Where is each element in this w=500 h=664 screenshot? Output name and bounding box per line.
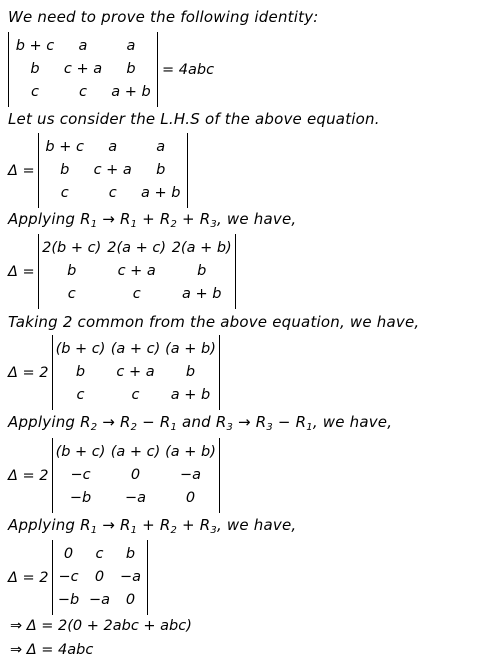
- identity-rhs: = 4abc: [162, 61, 215, 78]
- cell: b + c: [15, 38, 55, 54]
- cell: (a + b): [165, 341, 216, 357]
- cell: 0: [130, 467, 141, 483]
- step-3-text: Applying $R_2 \to R_2 - R_1$ and $R_3 \to R_3 - R_1$, we have,: [8, 413, 393, 433]
- determinant-3: [52, 335, 220, 410]
- delta-equation-1: [8, 133, 188, 208]
- cell: −b: [69, 490, 92, 506]
- cell: 2(b + c): [42, 240, 102, 256]
- cell: −a: [124, 490, 147, 506]
- cell: c: [67, 286, 76, 302]
- cell: −a: [119, 569, 142, 585]
- step-1-text: Applying $R_1 \to R_1 + R_2 + R_3$, we have,: [8, 210, 297, 230]
- delta-equation-3: [8, 335, 220, 410]
- result-line-2: ⇒ Δ = 4abc: [10, 642, 94, 658]
- cell: a + b: [170, 387, 211, 403]
- determinant-5: [52, 540, 148, 615]
- cell: b: [185, 364, 196, 380]
- cell: b: [75, 364, 86, 380]
- cell: b: [126, 61, 136, 77]
- cell: c: [60, 185, 69, 201]
- cell: c: [95, 546, 104, 562]
- cell: (b + c): [55, 444, 106, 460]
- cell: 0: [125, 592, 136, 608]
- intro-text: We need to prove the following identity:: [8, 8, 319, 26]
- cell: c + a: [93, 162, 132, 178]
- cell: −b: [57, 592, 80, 608]
- cell: a: [126, 38, 136, 54]
- cell: 2(a + b): [171, 240, 232, 256]
- delta-lhs: Δ =: [8, 263, 35, 280]
- delta-equation-4: [8, 438, 220, 513]
- cell: b: [156, 162, 166, 178]
- cell: 2(a + c): [107, 240, 167, 256]
- delta-2-lhs: Δ = 2: [8, 569, 49, 586]
- result-line-1: ⇒ Δ = 2(0 + 2abc + abc): [10, 618, 192, 634]
- identity-determinant: [8, 32, 158, 107]
- cell: (a + c): [110, 444, 161, 460]
- delta-2-lhs: Δ = 2: [8, 467, 49, 484]
- cell: (a + c): [110, 341, 161, 357]
- cell: b: [30, 61, 40, 77]
- cell: (a + b): [165, 444, 216, 460]
- cell: c: [131, 387, 140, 403]
- determinant-4: [52, 438, 220, 513]
- cell: b: [67, 263, 77, 279]
- cell: a: [156, 139, 166, 155]
- cell: c: [132, 286, 141, 302]
- cell: 0: [185, 490, 196, 506]
- cell: 0: [63, 546, 74, 562]
- cell: c: [108, 185, 117, 201]
- cell: a + b: [111, 84, 151, 100]
- delta-equation-2: [8, 234, 236, 309]
- cell: 0: [94, 569, 105, 585]
- cell: b: [125, 546, 136, 562]
- cell: (b + c): [55, 341, 106, 357]
- cell: a: [78, 38, 88, 54]
- cell: c + a: [116, 364, 155, 380]
- cell: −c: [58, 569, 79, 585]
- step-2-text: Taking 2 common from the above equation, we have,: [8, 313, 420, 331]
- delta-equation-5: [8, 540, 148, 615]
- cell: a: [108, 139, 118, 155]
- cell: b: [60, 162, 70, 178]
- cell: a + b: [181, 286, 222, 302]
- cell: a + b: [140, 185, 181, 201]
- determinant-1: [38, 133, 188, 208]
- cell: c: [76, 387, 85, 403]
- cell: −c: [70, 467, 91, 483]
- cell: c + a: [63, 61, 103, 77]
- cell: c: [79, 84, 87, 100]
- cell: c + a: [117, 263, 156, 279]
- step-4-text: Applying $R_1 \to R_1 + R_2 + R_3$, we have,: [8, 516, 297, 536]
- cell: −a: [179, 467, 202, 483]
- cell: b: [197, 263, 207, 279]
- cell: −a: [88, 592, 111, 608]
- delta-lhs: Δ =: [8, 162, 35, 179]
- delta-2-lhs: Δ = 2: [8, 364, 49, 381]
- identity-equation: [8, 32, 214, 107]
- cell: b + c: [45, 139, 84, 155]
- determinant-2: [38, 234, 236, 309]
- cell: c: [31, 84, 39, 100]
- lhs-text: Let us consider the L.H.S of the above equation.: [8, 110, 380, 128]
